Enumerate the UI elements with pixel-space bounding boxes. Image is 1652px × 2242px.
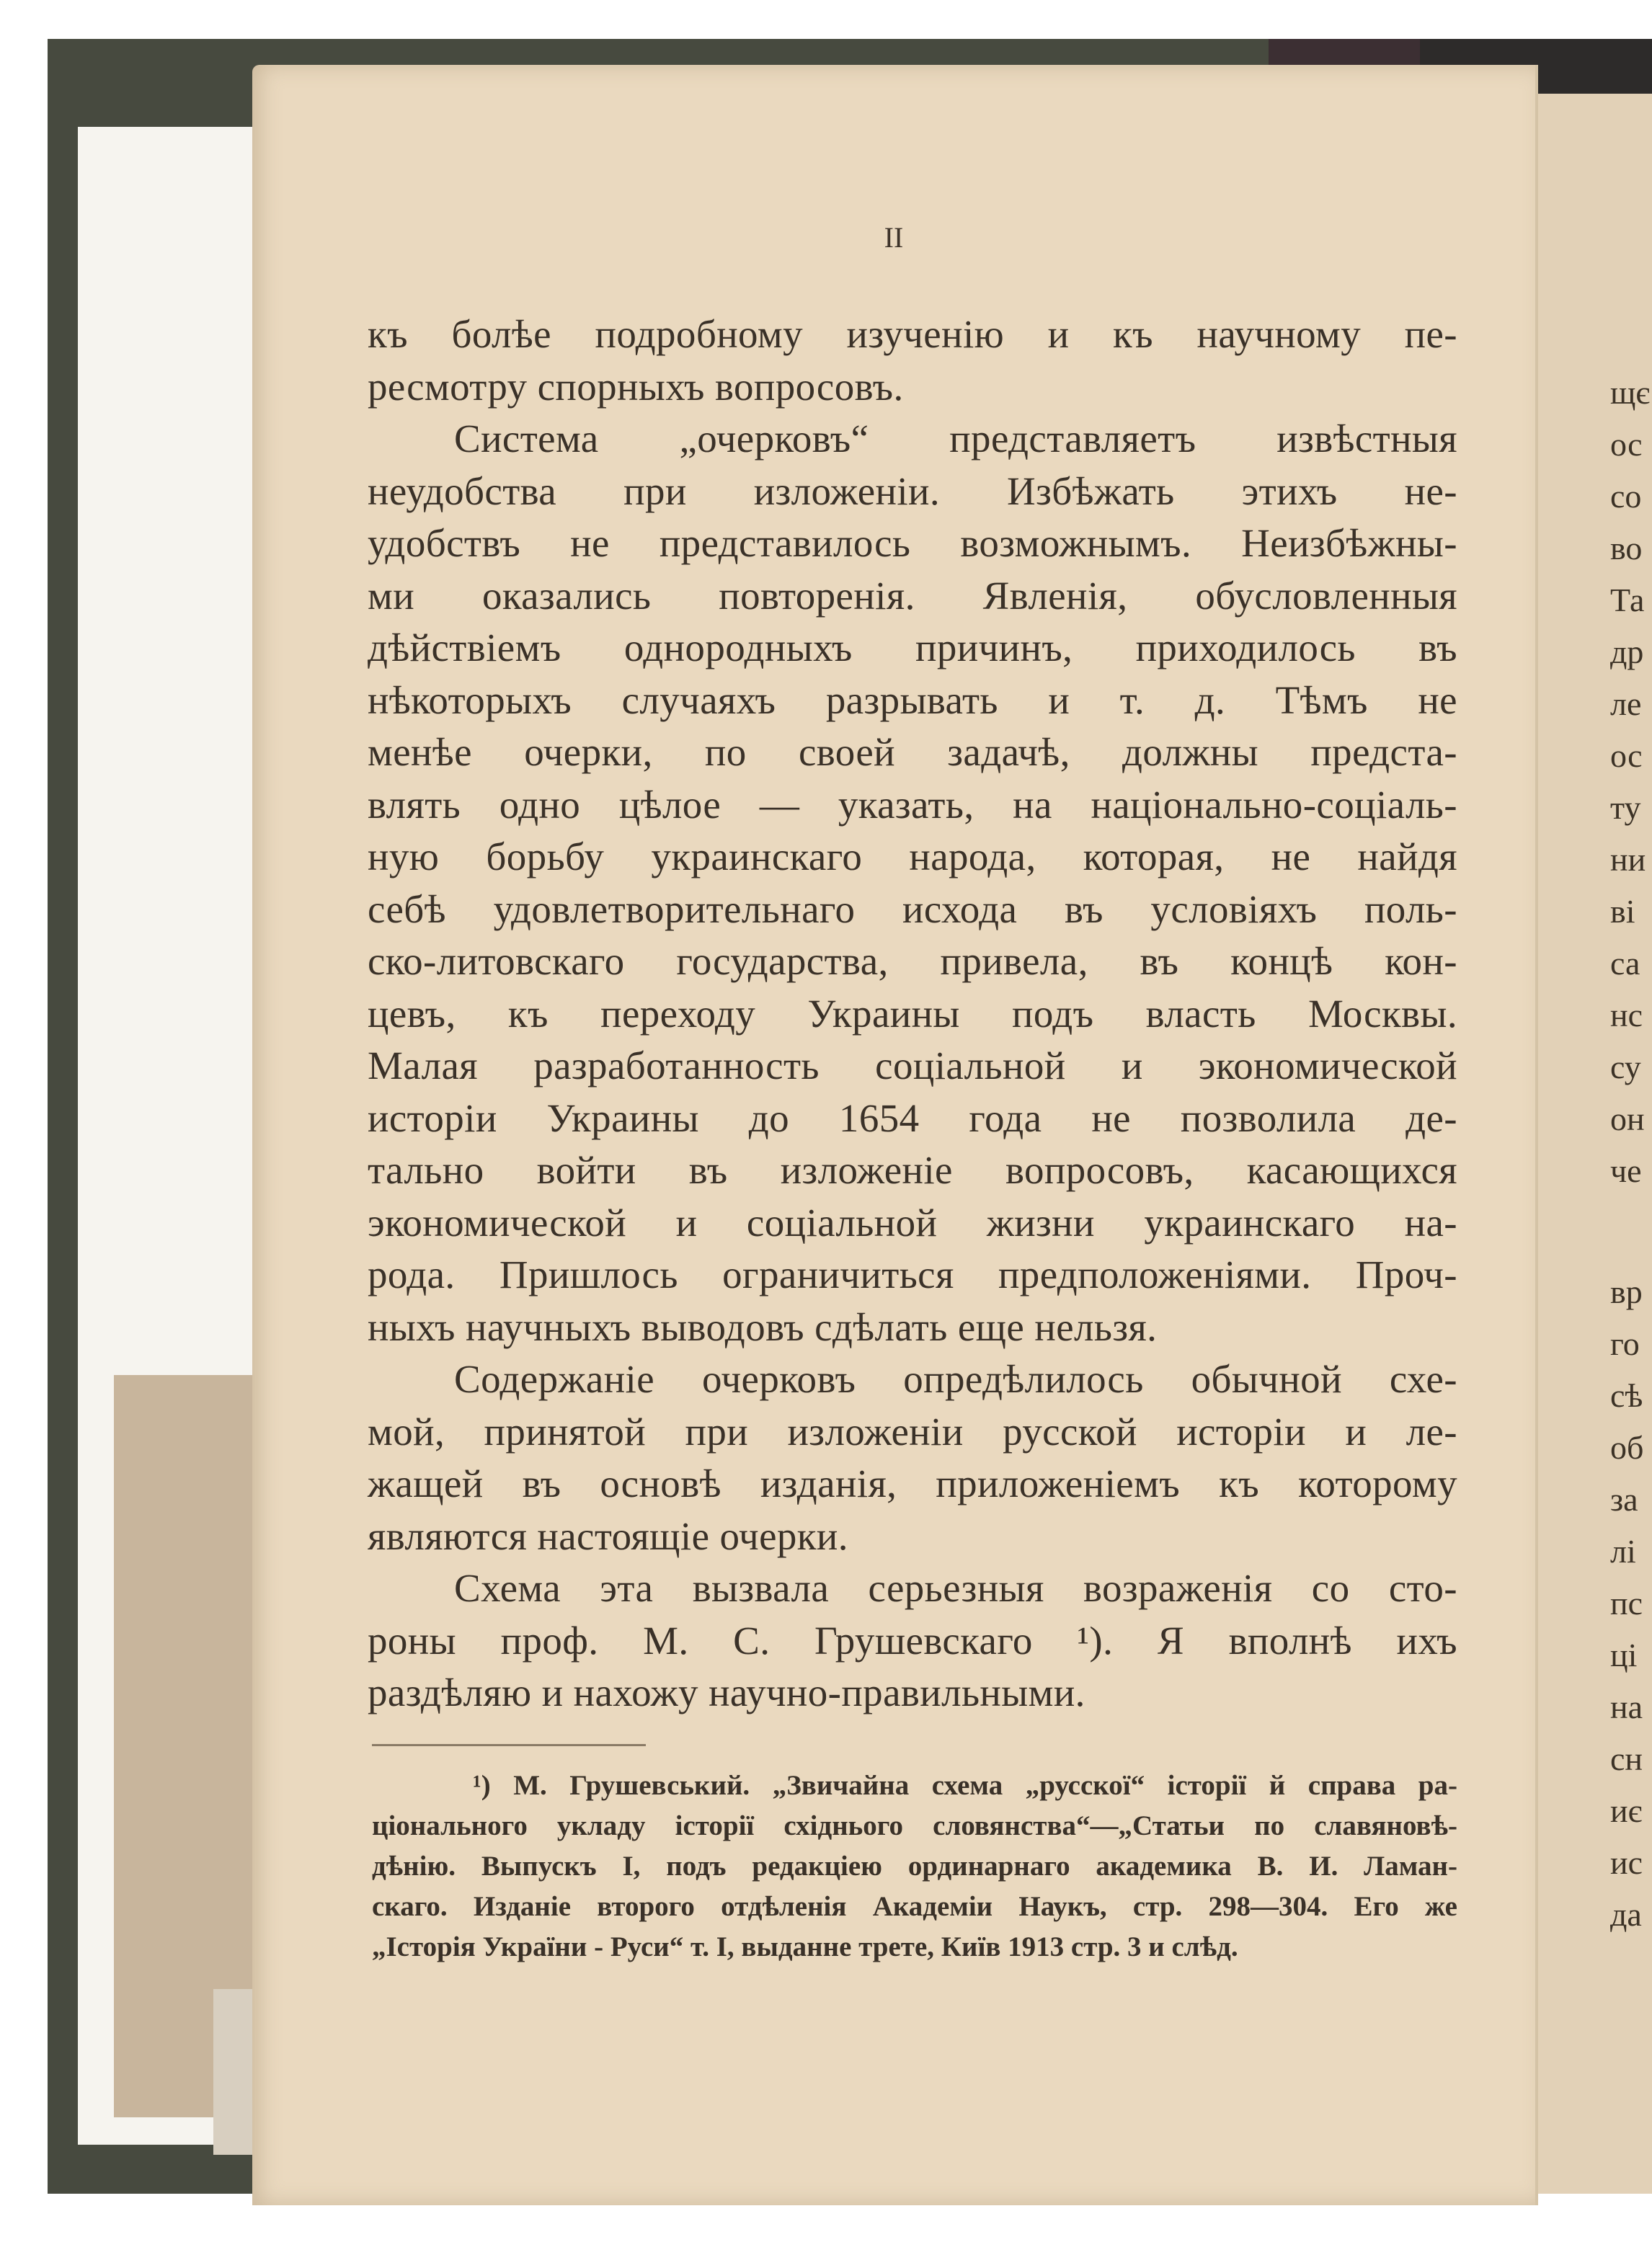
footnote-line: „Історія України - Руси“ т. I, выданне трете, Київ 1913 стр. 3 и слѣд.	[372, 1931, 1238, 1962]
facing-page-fragment: да	[1610, 1896, 1642, 1933]
text-line: экономической и соціальной жизни украинскаго на-	[368, 1200, 1457, 1245]
facing-page-fragment: ві	[1610, 893, 1635, 930]
facing-page-fragment: др	[1610, 633, 1644, 670]
facing-page-fragment: ос	[1610, 737, 1643, 774]
facing-page-fragment: на	[1610, 1689, 1643, 1725]
text-line: ную борьбу украинскаго народа, которая, не найдя	[368, 835, 1457, 878]
text-line: ресмотру спорныхъ вопросовъ.	[368, 364, 904, 409]
text-line: ско-литовскаго государства, привела, въ концѣ кон-	[368, 939, 1457, 983]
facing-page-fragment: нс	[1610, 997, 1643, 1033]
text-line: ми оказались повторенія. Явленія, обусловленныя	[368, 573, 1457, 618]
facing-page-fragment: со	[1610, 478, 1642, 515]
text-line: роны проф. М. С. Грушевскаго ¹). Я вполнѣ ихъ	[368, 1618, 1457, 1663]
text-line: рода. Пришлось ограничиться предположеніями. Проч-	[368, 1253, 1457, 1296]
facing-page-fragment: че	[1610, 1152, 1642, 1189]
facing-page-fragment: Та	[1610, 582, 1645, 618]
text-line: раздѣляю и нахожу научно-правильными.	[368, 1671, 1085, 1714]
footnote-divider	[372, 1744, 646, 1746]
text-line: Система „очерковъ“ представляетъ извѣстныя	[454, 417, 1457, 461]
facing-page-fragment: пс	[1610, 1585, 1643, 1622]
text-line: менѣе очерки, по своей задачѣ, должны предста-	[368, 730, 1457, 774]
text-line: дѣйствіемъ однородныхъ причинъ, приходилось въ	[368, 626, 1457, 670]
facing-page-fragment: щє	[1610, 374, 1651, 411]
facing-page-fragment: вр	[1610, 1273, 1643, 1310]
facing-page-fragment: су	[1610, 1049, 1641, 1085]
text-line: влять одно цѣлое — указать, на національно-соціаль-	[368, 782, 1457, 827]
left-edge-strip	[213, 1989, 257, 2155]
text-line: ныхъ научныхъ выводовъ сдѣлать еще нельзя.	[368, 1304, 1158, 1349]
facing-page-fragment: сѣ	[1610, 1377, 1643, 1414]
footnote-line: дѣнію. Выпускъ I, подъ редакціею ординарнаго академика В. И. Ламан-	[372, 1851, 1457, 1882]
text-line: жащей въ основѣ изданія, приложеніемъ къ которому	[368, 1462, 1457, 1505]
text-line: исторіи Украины до 1654 года не позволила де-	[368, 1095, 1457, 1140]
facing-page-fragment: го	[1610, 1325, 1640, 1362]
text-line: нѣкоторыхъ случаяхъ разрывать и т. д. Тѣмъ не	[368, 677, 1457, 722]
page-number: II	[884, 221, 904, 254]
text-line: неудобства при изложеніи. Избѣжать этихъ не-	[368, 468, 1457, 513]
facing-page-fragment: иє	[1610, 1792, 1643, 1829]
facing-page	[1534, 94, 1652, 2194]
facing-page-fragment: ни	[1610, 841, 1646, 878]
text-line: являются настоящіе очерки.	[368, 1513, 848, 1558]
facing-page-fragment: ле	[1610, 685, 1642, 722]
facing-page-fragment: ос	[1610, 426, 1643, 463]
facing-page-fragment: ис	[1610, 1844, 1643, 1881]
footnote-line: ¹) М. Грушевський. „Звичайна схема „русскої“ історії й справа ра-	[473, 1770, 1457, 1801]
text-line: Схема эта вызвала серьезныя возраженія со сто-	[454, 1566, 1457, 1610]
text-line: Малая разработанность соціальной и экономической	[368, 1044, 1457, 1087]
text-line: себѣ удовлетворительнаго исхода въ условіяхъ поль-	[368, 886, 1457, 931]
text-line: Содержаніе очерковъ опредѣлилось обычной схе-	[454, 1357, 1457, 1401]
facing-page-fragment: ці	[1610, 1637, 1638, 1673]
footnote-line: скаго. Изданіе второго отдѣленія Академіи Наукъ, стр. 298—304. Его же	[372, 1891, 1457, 1922]
body-text	[368, 308, 1457, 1720]
facing-page-fragment: он	[1610, 1100, 1645, 1137]
footnote-line: ціонального укладу історії східнього словянства“—„Статьи по славяновѣ-	[372, 1810, 1457, 1841]
facing-page-fragment: во	[1610, 530, 1643, 566]
facing-page-fragment: са	[1610, 945, 1640, 982]
facing-page-fragment: об	[1610, 1429, 1644, 1466]
facing-page-fragment: лі	[1610, 1533, 1636, 1570]
facing-page-fragment: за	[1610, 1481, 1638, 1518]
footnote	[372, 1766, 1457, 1967]
text-line: удобствъ не представилось возможнымъ. Неизбѣжны-	[368, 521, 1457, 565]
facing-page-fragment: сн	[1610, 1740, 1643, 1777]
text-line: цевъ, къ переходу Украины подъ власть Москвы.	[368, 991, 1457, 1036]
text-line: мой, принятой при изложеніи русской исторіи и ле-	[368, 1409, 1457, 1454]
text-line: къ болѣе подробному изученію и къ научному пе-	[368, 312, 1457, 356]
facing-page-fragment: ту	[1610, 789, 1641, 826]
text-line: тально войти въ изложеніе вопросовъ, касающихся	[368, 1148, 1457, 1192]
